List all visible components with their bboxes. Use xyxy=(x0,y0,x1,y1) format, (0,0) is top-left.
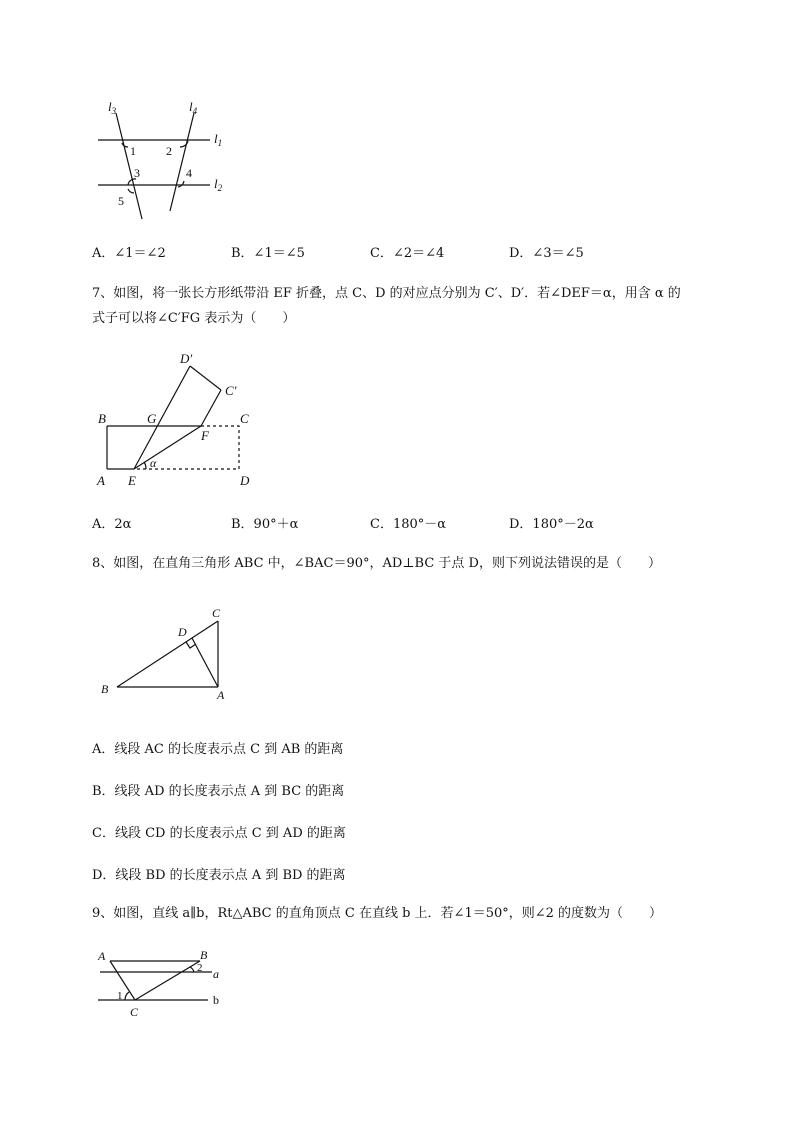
edge-c-prime-f xyxy=(201,390,221,426)
label-d: D xyxy=(240,473,250,488)
edge-ed-prime xyxy=(134,366,190,469)
q8-option-d[interactable]: D．线段 BD 的长度表示点 A 到 BD 的距离 xyxy=(92,868,346,883)
side-bc xyxy=(117,621,218,687)
label-a: A xyxy=(97,473,105,488)
label-c: C xyxy=(212,606,221,620)
angle-label-2: 2 xyxy=(166,144,172,158)
angle-label-4: 4 xyxy=(186,166,192,180)
label-a-point: A xyxy=(98,949,106,963)
segment-ac xyxy=(110,961,135,1000)
q6-option-b[interactable]: B．∠1＝∠5 xyxy=(231,246,305,261)
label-b-point: B xyxy=(200,948,208,962)
q8-option-a[interactable]: A．线段 AC 的长度表示点 C 到 AB 的距离 xyxy=(92,742,344,757)
angle-label-3: 3 xyxy=(134,166,140,180)
q7-option-a[interactable]: A．2α xyxy=(92,517,132,532)
q7-figure xyxy=(90,345,270,495)
label-angle-1: 1 xyxy=(117,990,123,1002)
label-g: G xyxy=(147,411,157,426)
angle-alpha-arc xyxy=(144,462,146,469)
q7-option-c[interactable]: C．180°－α xyxy=(370,517,447,532)
angle-arc-1 xyxy=(125,992,129,1000)
label-b: B xyxy=(98,411,106,426)
label-line-b: b xyxy=(213,993,219,1007)
label-c-prime: C′ xyxy=(225,383,237,398)
angle-arc-4 xyxy=(178,181,184,187)
q7-stem-line-1: 7、如图，将一张长方形纸带沿 EF 折叠，点 C、D 的对应点分别为 C′、D′．若∠DEF＝α，用含 α 的 xyxy=(92,286,681,301)
angle-label-5: 5 xyxy=(118,194,124,208)
label-l3: $l_3$ xyxy=(108,99,117,116)
label-d-prime: D′ xyxy=(180,351,193,366)
label-l2: $l_2$ xyxy=(214,176,223,193)
q7-option-b[interactable]: B．90°＋α xyxy=(231,517,299,532)
angle-arc-5 xyxy=(128,189,134,193)
q6-option-a[interactable]: A．∠1＝∠2 xyxy=(92,246,166,261)
edge-d-prime-c-prime xyxy=(190,366,221,390)
q6-option-d[interactable]: D．∠3＝∠5 xyxy=(509,246,584,261)
label-l4: $l_4$ xyxy=(189,99,198,116)
label-angle-2: 2 xyxy=(197,962,203,974)
q9-stem: 9、如图，直线 a∥b，Rt△ABC 的直角顶点 C 在直线 b 上．若∠1＝50°，则∠2 的度数为（ ） xyxy=(92,906,663,921)
q9-figure xyxy=(90,945,230,1025)
q6-figure xyxy=(90,95,250,230)
label-c-point: C xyxy=(130,1005,139,1019)
q8-stem: 8、如图，在直角三角形 ABC 中，∠BAC＝90°，AD⊥BC 于点 D，则下列说法错误的是（ ） xyxy=(92,556,661,571)
label-alpha: α xyxy=(150,456,157,470)
q8-figure xyxy=(95,600,240,700)
line-l4 xyxy=(170,113,194,211)
label-d: D xyxy=(178,625,187,639)
q8-option-c[interactable]: C．线段 CD 的长度表示点 C 到 AD 的距离 xyxy=(92,826,346,841)
angle-label-1: 1 xyxy=(130,144,136,158)
q7-stem-line-2: 式子可以将∠C′FG 表示为（ ） xyxy=(92,311,296,326)
altitude-ad xyxy=(192,638,218,687)
label-c: C xyxy=(240,411,249,426)
label-e: E xyxy=(128,473,136,488)
label-line-a: a xyxy=(213,967,219,981)
q8-option-b[interactable]: B．线段 AD 的长度表示点 A 到 BC 的距离 xyxy=(92,784,345,799)
q6-option-c[interactable]: C．∠2＝∠4 xyxy=(370,246,445,261)
label-l1: $l_1$ xyxy=(214,131,223,148)
label-a: A xyxy=(217,688,225,700)
angle-arc-2 xyxy=(190,967,194,972)
label-b: B xyxy=(101,682,109,696)
label-f: F xyxy=(201,428,209,443)
q7-option-d[interactable]: D．180°－2α xyxy=(509,517,594,532)
